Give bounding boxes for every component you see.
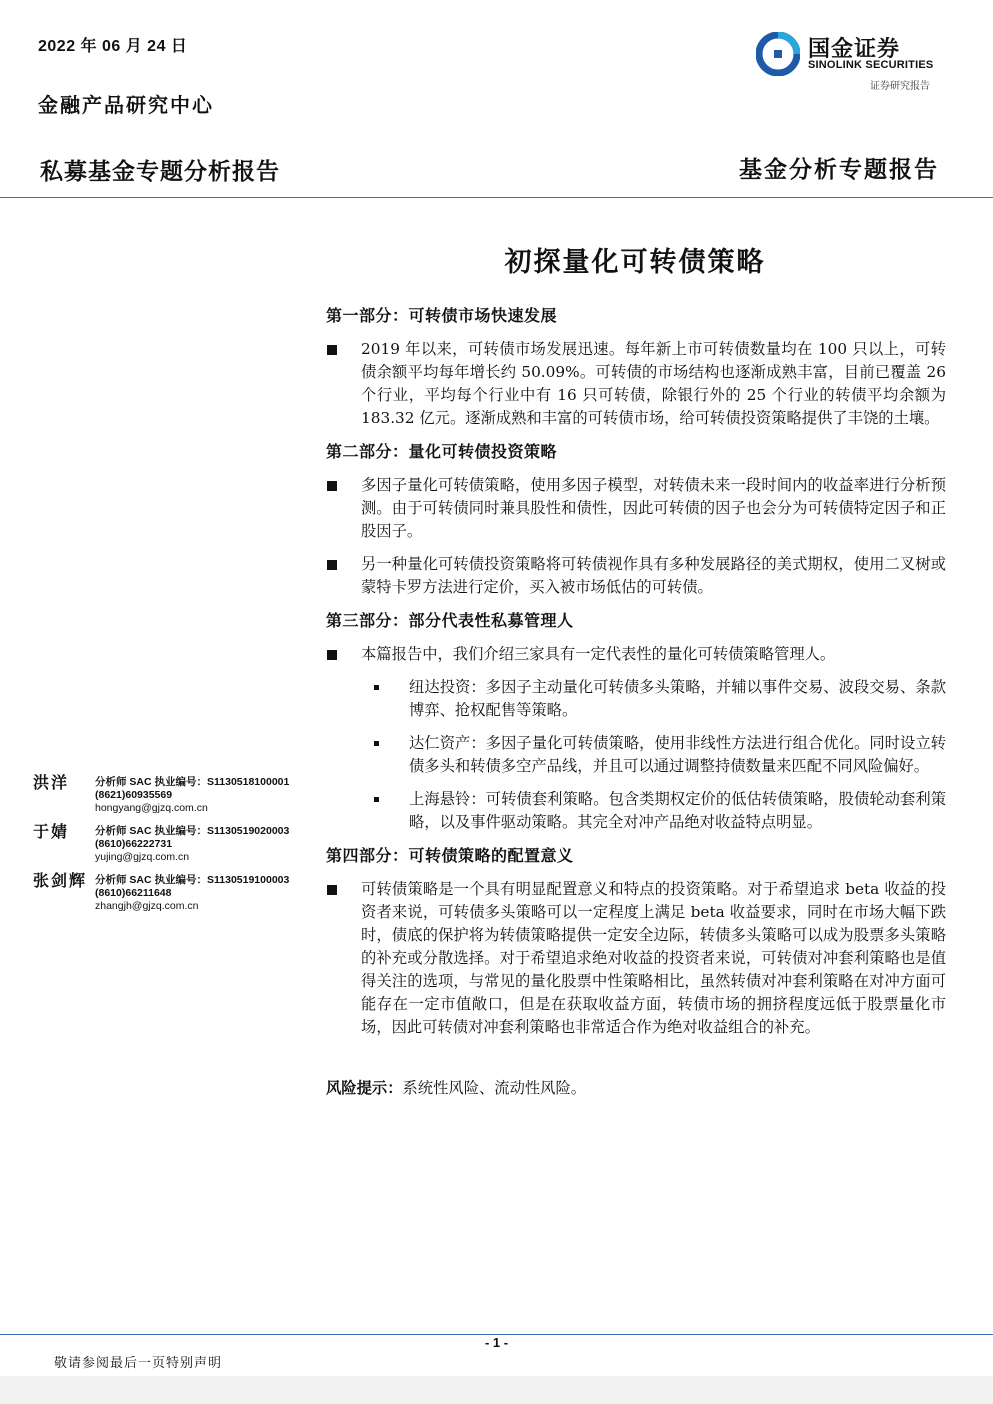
logo-subtitle: 证券研究报告 — [870, 81, 930, 92]
analyst-email[interactable]: hongyang@gjzq.com.cn — [95, 802, 208, 814]
square-bullet-icon — [327, 885, 337, 895]
analyst-entry — [33, 819, 323, 863]
report-date: 2022 年 06 月 24 日 — [38, 38, 188, 55]
sinolink-logo-icon — [756, 32, 800, 76]
analyst-sac: 分析师 SAC 执业编号：S1130518100001 — [95, 776, 290, 788]
analyst-email[interactable]: zhangjh@gjzq.com.cn — [95, 900, 199, 912]
risk-label: 风险提示： — [326, 1079, 403, 1097]
square-bullet-icon — [327, 481, 337, 491]
report-body — [326, 304, 946, 1100]
report-type: 私募基金专题分析报告 — [40, 158, 280, 184]
sub-bullet-paragraph: 达仁资产：多因子量化可转债策略，使用非线性方法进行组合优化。同时设立转债多头和转债多空产品线，并且可以通过调整持债数量来匹配不同风险偏好。 — [326, 732, 946, 778]
risk-text: 系统性风险、流动性风险。 — [402, 1079, 587, 1097]
bullet-paragraph: 多因子量化可转债策略，使用多因子模型，对转债未来一段时间内的收益率进行分析预测。由于可转债同时兼具股性和债性，因此可转债的因子也会分为可转债特定因子和正股因子。 — [326, 474, 946, 543]
analyst-entry — [33, 770, 323, 814]
risk-warning — [326, 1077, 946, 1100]
sub-bullet-paragraph: 纽达投资：多因子主动量化可转债多头策略，并辅以事件交易、波段交易、条款博弈、抢权配售等策略。 — [326, 676, 946, 722]
section-heading: 第四部分：可转债策略的配置意义 — [326, 846, 574, 865]
analyst-name: 张剑辉 — [33, 871, 88, 890]
footer-disclaimer: 敬请参阅最后一页特别声明 — [54, 1356, 223, 1371]
analyst-entry — [33, 868, 323, 912]
bottom-band — [0, 1376, 993, 1404]
analyst-phone: (8610)66211648 — [95, 887, 172, 899]
analyst-name: 于婧 — [33, 822, 70, 841]
analyst-phone: (8621)60935569 — [95, 789, 173, 801]
department-name: 金融产品研究中心 — [38, 93, 214, 117]
section-heading: 第一部分：可转债市场快速发展 — [326, 306, 558, 325]
small-square-bullet-icon — [374, 797, 379, 802]
logo-chinese-name: 国金证券 — [808, 36, 901, 61]
analyst-sac: 分析师 SAC 执业编号：S1130519100003 — [95, 874, 290, 886]
logo-english-name: SINOLINK SECURITIES — [808, 59, 934, 71]
analyst-name: 洪洋 — [33, 773, 70, 792]
analyst-sac: 分析师 SAC 执业编号：S1130519020003 — [95, 825, 290, 837]
bullet-paragraph: 可转债策略是一个具有明显配置意义和特点的投资策略。对于希望追求 beta 收益的投资者来说，可转债多头策略可以一定程度上满足 beta 收益要求，同时在市场大幅下跌时，债底的保护将为转债策略提供一定安全边际，转债多头策略可以成为股票多头策略的补充或分散选择。对于希望追求绝对收益的投资者来说，可转债对冲套利策略也是值得关注的选项，与常见的量化股票中性策略相比，虽然转债对冲套利策略在对冲方面可能存在一定市值敞口，但是在获取收益方面，转债市场的拥挤程度远低于股票量化市场，因此可转债对冲套利策略也非常适合作为绝对收益组合的补充。 — [326, 878, 946, 1039]
square-bullet-icon — [327, 650, 337, 660]
page-number: - 1 - — [484, 1335, 509, 1350]
square-bullet-icon — [327, 345, 337, 355]
report-category: 基金分析专题报告 — [739, 156, 939, 183]
company-logo — [756, 32, 946, 92]
bullet-paragraph: 本篇报告中，我们介绍三家具有一定代表性的量化可转债策略管理人。 — [326, 643, 946, 666]
report-title: 初探量化可转债策略 — [504, 247, 766, 278]
section-heading: 第三部分：部分代表性私募管理人 — [326, 611, 574, 630]
section-heading: 第二部分：量化可转债投资策略 — [326, 442, 558, 461]
small-square-bullet-icon — [374, 685, 379, 690]
analyst-list — [33, 770, 323, 917]
sub-bullet-paragraph: 上海悬铃：可转债套利策略。包含类期权定价的低估转债策略，股债轮动套利策略，以及事件驱动策略。其完全对冲产品绝对收益特点明显。 — [326, 788, 946, 834]
bullet-paragraph: 2019 年以来，可转债市场发展迅速。每年新上市可转债数量均在 100 只以上，可转债余额平均每年增长约 50.09%。可转债的市场结构也逐渐成熟丰富，目前已覆盖 26 个行业，平均每个行业中有 16 只可转债，除银行外的 25 个行业的转债平均余额为 183.32 亿元。逐渐成熟和丰富的可转债市场，给可转债投资策略提供了丰饶的土壤。 — [326, 338, 946, 430]
header-divider — [0, 197, 993, 198]
square-bullet-icon — [327, 560, 337, 570]
small-square-bullet-icon — [374, 741, 379, 746]
analyst-phone: (8610)66222731 — [95, 838, 173, 850]
analyst-email[interactable]: yujing@gjzq.com.cn — [95, 851, 190, 863]
bullet-paragraph: 另一种量化可转债投资策略将可转债视作具有多种发展路径的美式期权，使用二叉树或蒙特卡罗方法进行定价，买入被市场低估的可转债。 — [326, 553, 946, 599]
